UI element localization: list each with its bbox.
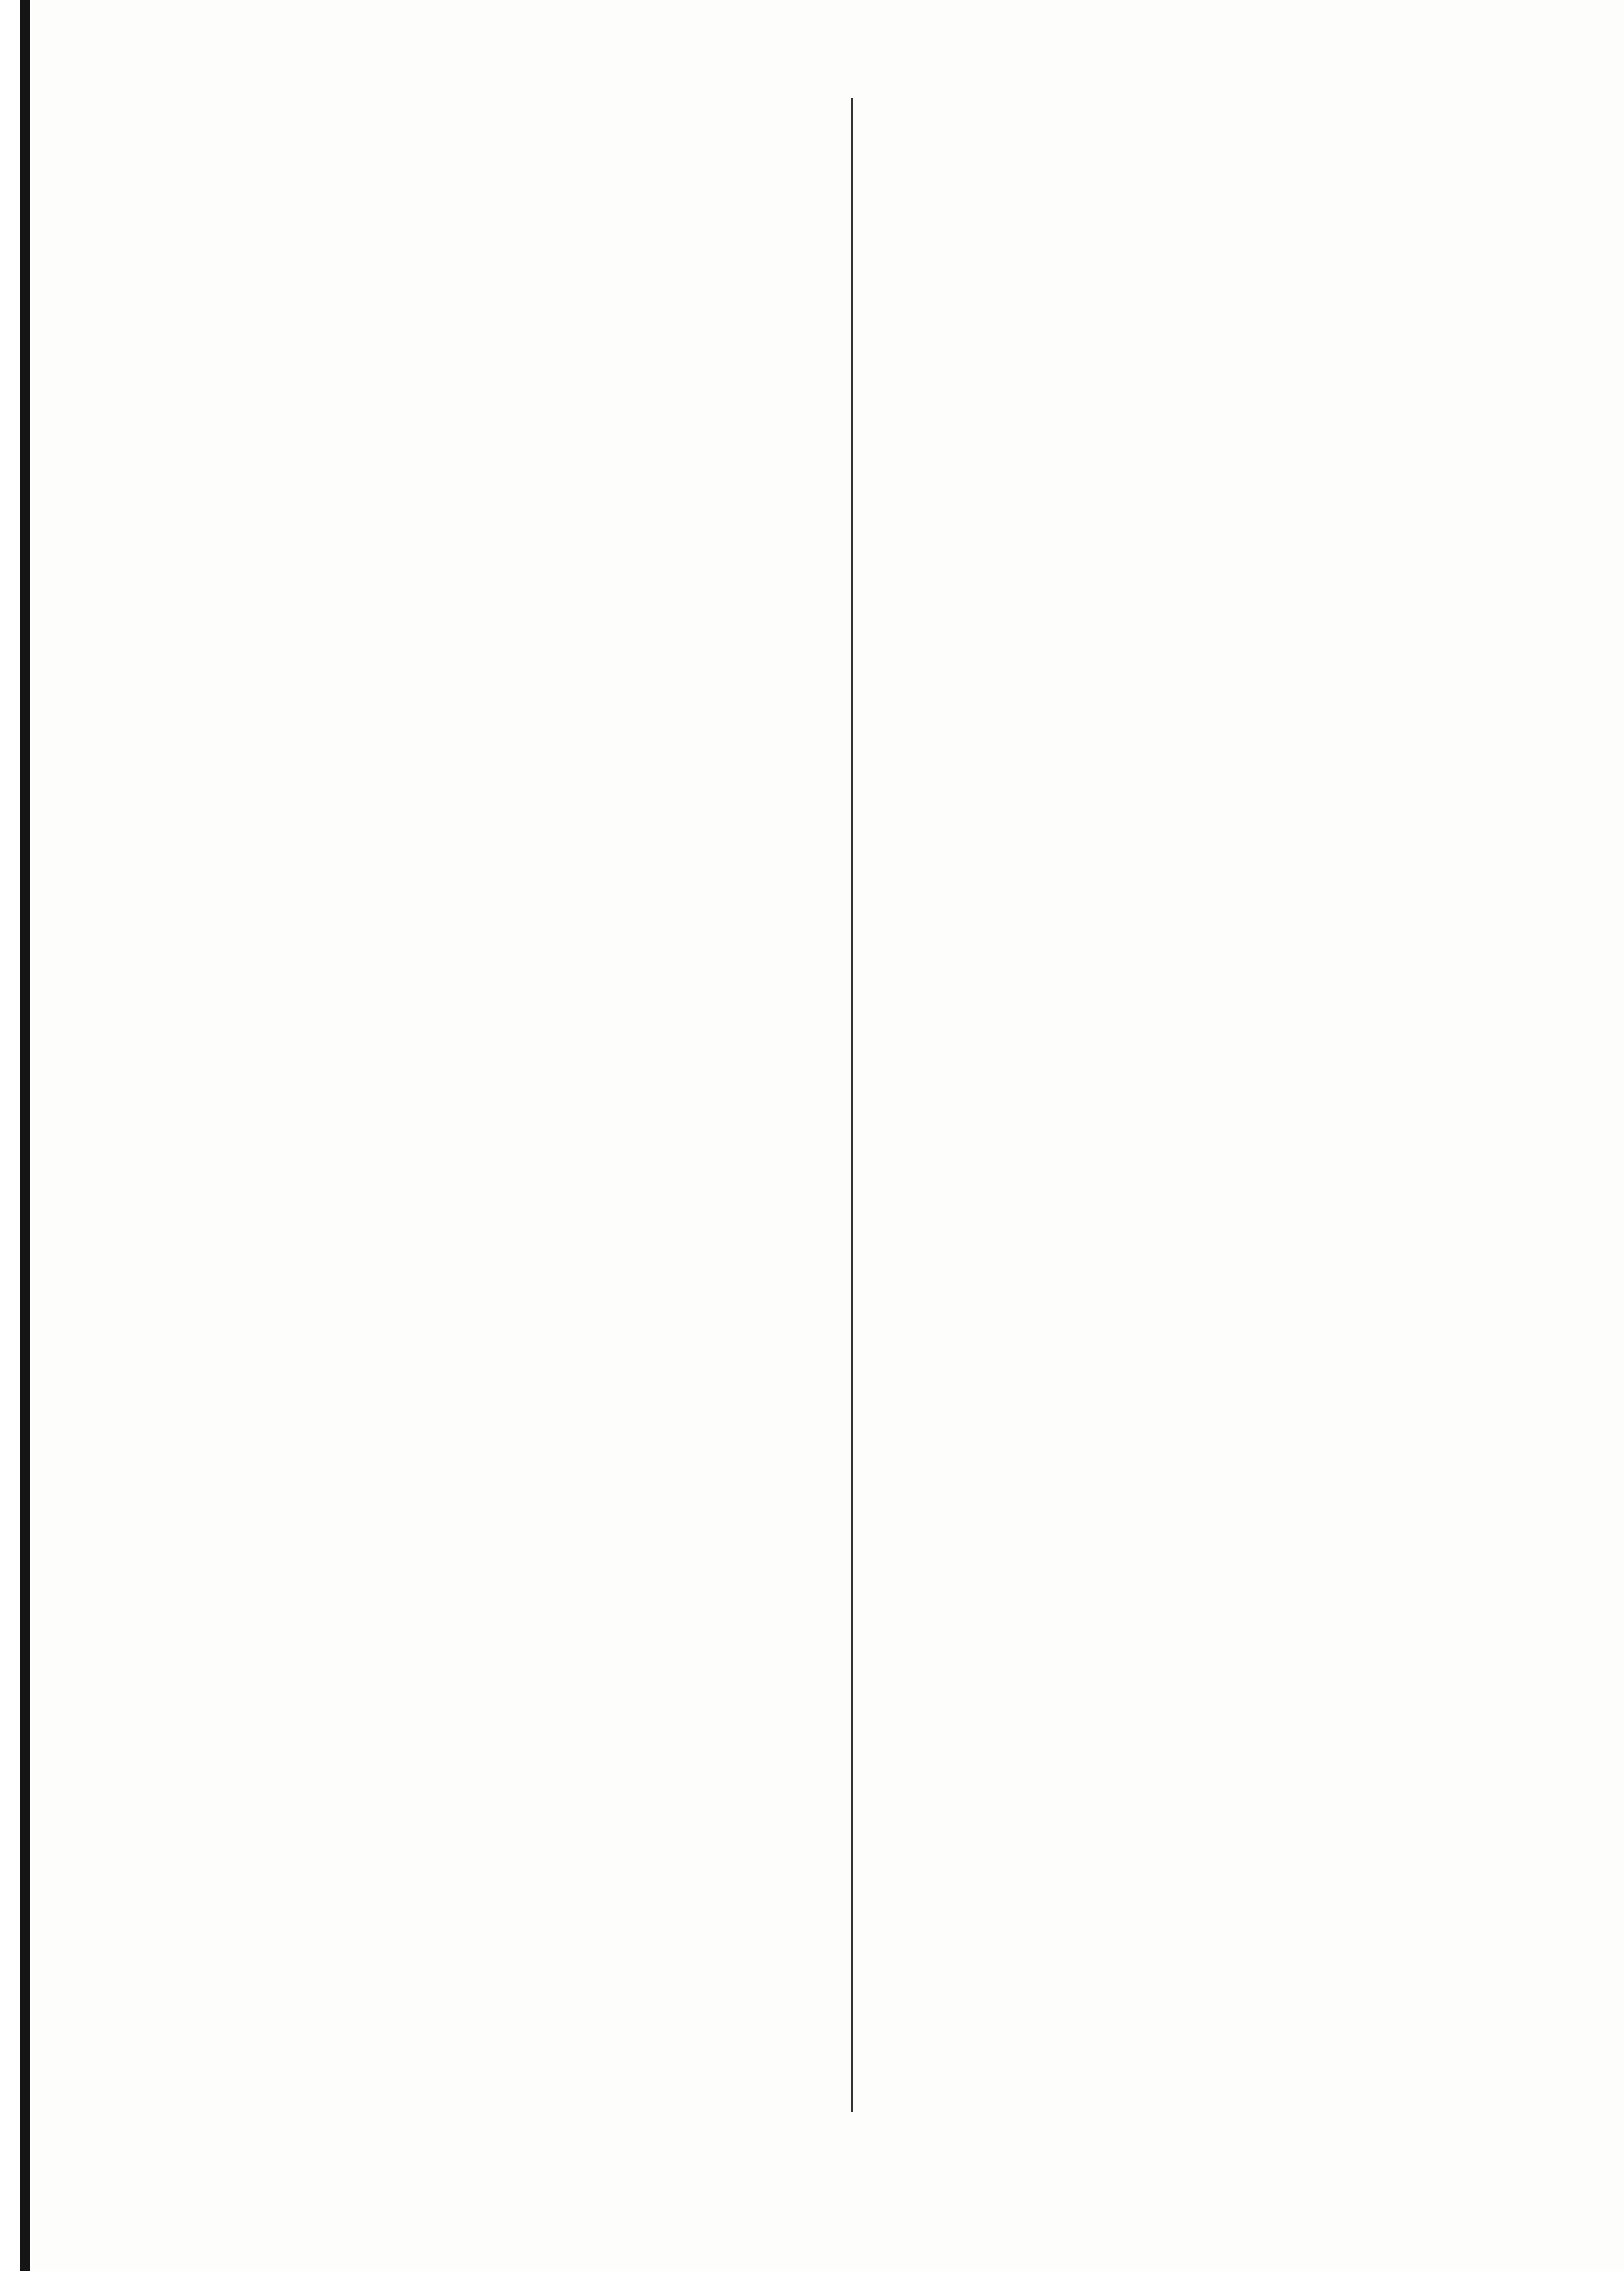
right-column [859, 106, 1507, 109]
binding-edge [0, 0, 32, 2271]
left-column [193, 106, 841, 154]
column-divider [851, 98, 853, 2112]
pinyin-row [193, 106, 841, 154]
page-number-line [0, 2067, 1624, 2098]
